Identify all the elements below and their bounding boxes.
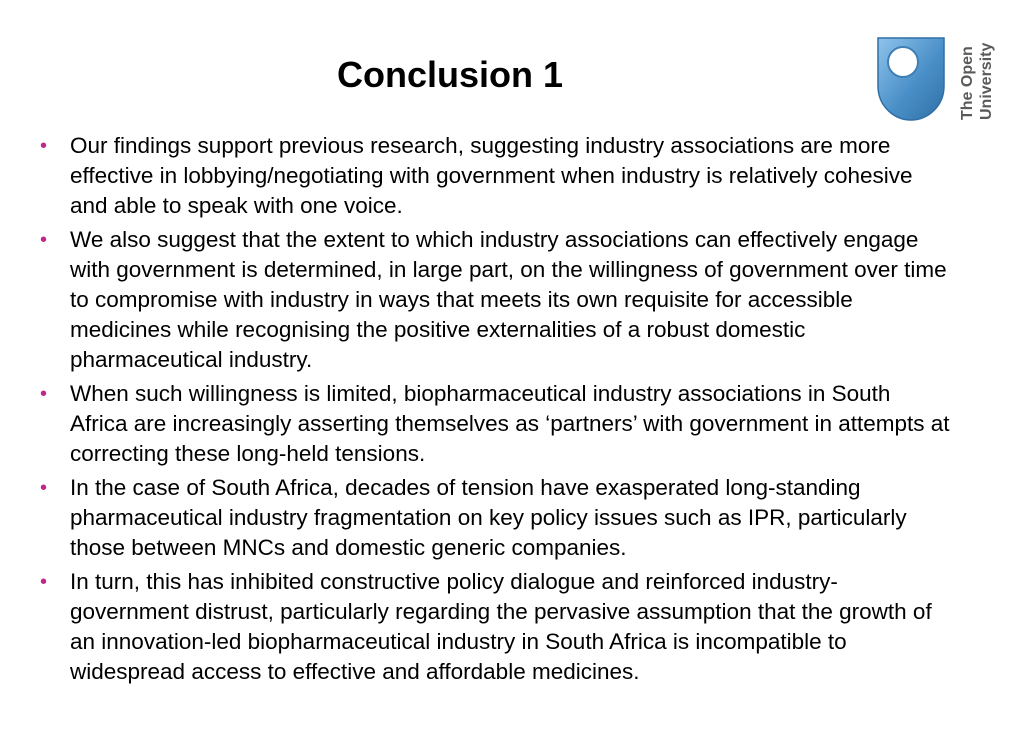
bullet-item <box>40 567 950 687</box>
bullet-text: Our findings support previous research, suggesting industry associations are more effective in lobbying/negotiating with government when industry is relatively cohesive and able to speak with one voice. <box>70 133 913 218</box>
bullet-list <box>40 131 950 691</box>
bullet-text: We also suggest that the extent to which industry associations can effectively engage with government is determined, in large part, on the willingness of government over time to compromise with industry in ways that meets its own requisite for accessible medicines while recognising the positive externalities of a robust domestic pharmaceutical industry. <box>70 227 947 372</box>
bullet-dot-icon: • <box>40 383 48 405</box>
bullet-text: When such willingness is limited, biopharmaceutical industry associations in South Africa are increasingly asserting themselves as ‘partners’ with government in attempts at correcting these long-held tensions. <box>70 381 950 466</box>
slide-title: Conclusion 1 <box>337 54 564 95</box>
bullet-item <box>40 379 950 469</box>
bullet-dot-icon: • <box>40 571 48 593</box>
bullet-dot-icon: • <box>40 135 48 157</box>
bullet-text: In turn, this has inhibited constructive policy dialogue and reinforced industry-government distrust, particularly regarding the pervasive assumption that the growth of an innovation-led biopharmaceutical industry in South Africa is incompatible to widespread access to effective and affordable medicines. <box>70 569 932 684</box>
logo-wordmark <box>956 38 996 120</box>
shield-icon <box>876 36 946 122</box>
bullet-item <box>40 131 950 221</box>
logo-line-2: University <box>978 42 995 120</box>
bullet-text: In the case of South Africa, decades of tension have exasperated long-standing pharmaceutical industry fragmentation on key policy issues such as IPR, particularly those between MNCs and domestic generic companies. <box>70 475 907 560</box>
bullet-item <box>40 225 950 375</box>
bullet-dot-icon: • <box>40 477 48 499</box>
bullet-item <box>40 473 950 563</box>
bullet-dot-icon: • <box>40 229 48 251</box>
logo-line-1: The Open <box>959 46 976 120</box>
open-university-logo <box>876 36 998 122</box>
